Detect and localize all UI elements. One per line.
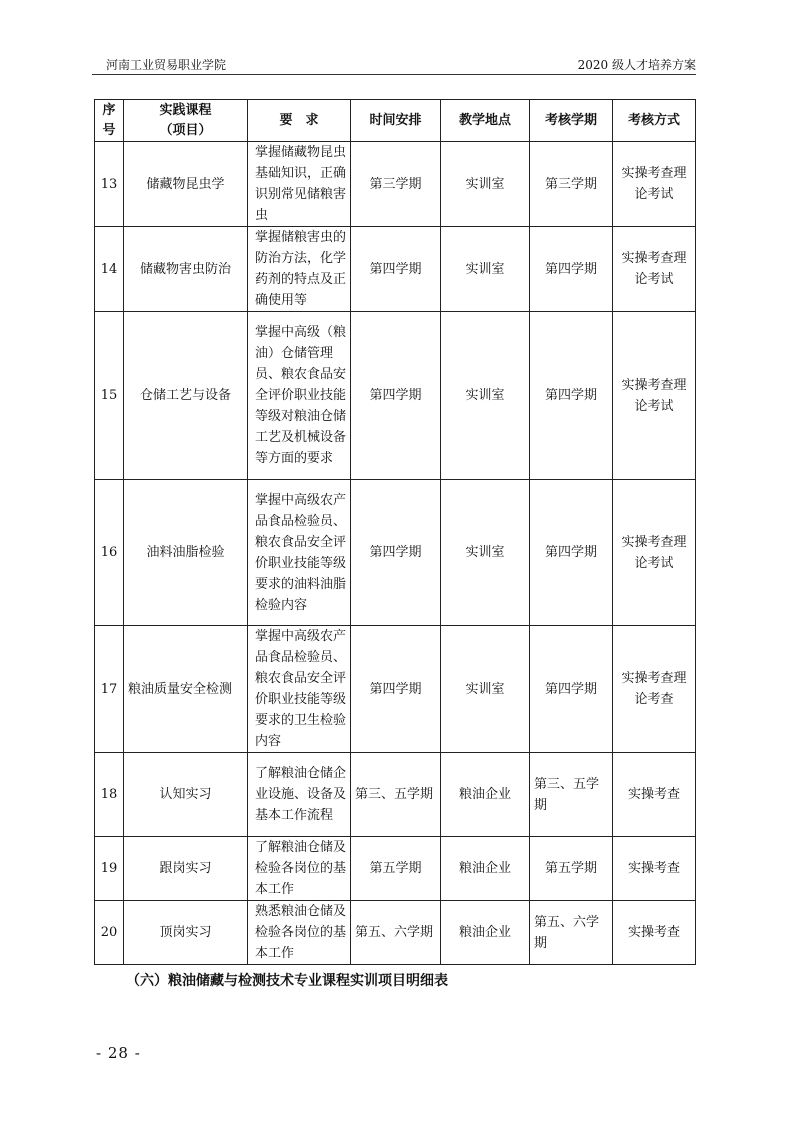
row-time: 第四学期 — [351, 312, 441, 480]
plan-title: 2020 级人才培养方案 — [577, 58, 696, 72]
row-term: 第四学期 — [530, 480, 613, 626]
row-course: 粮油质量安全检测 — [124, 626, 248, 753]
row-place: 实训室 — [441, 312, 530, 480]
row-method: 实操考查理论考试 — [613, 227, 696, 312]
row-term: 第四学期 — [530, 312, 613, 480]
row-time: 第四学期 — [351, 480, 441, 626]
table-header-row — [95, 100, 696, 142]
row-term: 第三学期 — [530, 142, 613, 227]
row-no: 17 — [95, 626, 124, 753]
row-place: 粮油企业 — [441, 753, 530, 837]
row-method: 实操考查 — [613, 837, 696, 901]
row-requirement: 掌握中高级农产品食品检验员、粮农食品安全评价职业技能等级要求的油料油脂检验内容 — [248, 480, 351, 626]
page-number: - 28 - — [96, 1044, 141, 1062]
row-no: 15 — [95, 312, 124, 480]
row-requirement: 了解粮油仓储企业设施、设备及基本工作流程 — [248, 753, 351, 837]
table-row — [95, 312, 696, 480]
row-method: 实操考查 — [613, 901, 696, 965]
row-requirement: 掌握储粮害虫的防治方法，化学药剂的特点及正确使用等 — [248, 227, 351, 312]
row-no: 14 — [95, 227, 124, 312]
row-course: 储藏物害虫防治 — [124, 227, 248, 312]
row-no: 20 — [95, 901, 124, 965]
row-method: 实操考查理论考试 — [613, 142, 696, 227]
page-header — [92, 52, 696, 75]
row-requirement: 熟悉粮油仓储及检验各岗位的基本工作 — [248, 901, 351, 965]
row-place: 实训室 — [441, 480, 530, 626]
row-term: 第三、五学期 — [530, 753, 613, 837]
practice-course-table — [94, 99, 696, 965]
row-method: 实操考查理论考试 — [613, 480, 696, 626]
row-method: 实操考查理论考试 — [613, 312, 696, 480]
row-requirement: 了解粮油仓储及检验各岗位的基本工作 — [248, 837, 351, 901]
row-term: 第四学期 — [530, 626, 613, 753]
row-course: 油料油脂检验 — [124, 480, 248, 626]
row-term: 第五学期 — [530, 837, 613, 901]
row-no: 19 — [95, 837, 124, 901]
section-title: （六）粮油储藏与检测技术专业课程实训项目明细表 — [126, 973, 448, 989]
table-row — [95, 901, 696, 965]
row-term: 第四学期 — [530, 227, 613, 312]
row-no: 18 — [95, 753, 124, 837]
row-time: 第五、六学期 — [351, 901, 441, 965]
row-requirement: 掌握储藏物昆虫基础知识，正确识别常见储粮害虫 — [248, 142, 351, 227]
table-row — [95, 480, 696, 626]
table-row — [95, 626, 696, 753]
row-place: 实训室 — [441, 227, 530, 312]
row-course: 认知实习 — [124, 753, 248, 837]
row-course: 储藏物昆虫学 — [124, 142, 248, 227]
row-course: 跟岗实习 — [124, 837, 248, 901]
row-time: 第三、五学期 — [351, 753, 441, 837]
header-term: 考核学期 — [530, 100, 613, 142]
header-method: 考核方式 — [613, 100, 696, 142]
row-course: 仓储工艺与设备 — [124, 312, 248, 480]
row-place: 粮油企业 — [441, 901, 530, 965]
header-time: 时间安排 — [351, 100, 441, 142]
row-method: 实操考查 — [613, 753, 696, 837]
table-row — [95, 837, 696, 901]
row-place: 实训室 — [441, 626, 530, 753]
row-time: 第四学期 — [351, 227, 441, 312]
header-place: 教学地点 — [441, 100, 530, 142]
row-place: 粮油企业 — [441, 837, 530, 901]
table-row — [95, 142, 696, 227]
row-term: 第五、六学期 — [530, 901, 613, 965]
row-time: 第四学期 — [351, 626, 441, 753]
row-requirement: 掌握中高级农产品食品检验员、粮农食品安全评价职业技能等级要求的卫生检验内容 — [248, 626, 351, 753]
row-course: 顶岗实习 — [124, 901, 248, 965]
row-requirement: 掌握中高级（粮油）仓储管理员、粮农食品安全评价职业技能等级对粮油仓储工艺及机械设备等方面的要求 — [248, 312, 351, 480]
table-row — [95, 227, 696, 312]
header-course: 实践课程 （项目） — [124, 100, 248, 142]
school-name: 河南工业贸易职业学院 — [106, 58, 227, 72]
row-no: 13 — [95, 142, 124, 227]
row-no: 16 — [95, 480, 124, 626]
row-place: 实训室 — [441, 142, 530, 227]
header-no: 序 号 — [95, 100, 124, 142]
row-time: 第三学期 — [351, 142, 441, 227]
row-time: 第五学期 — [351, 837, 441, 901]
row-method: 实操考查理论考查 — [613, 626, 696, 753]
table-row — [95, 753, 696, 837]
header-requirement: 要 求 — [248, 100, 351, 142]
